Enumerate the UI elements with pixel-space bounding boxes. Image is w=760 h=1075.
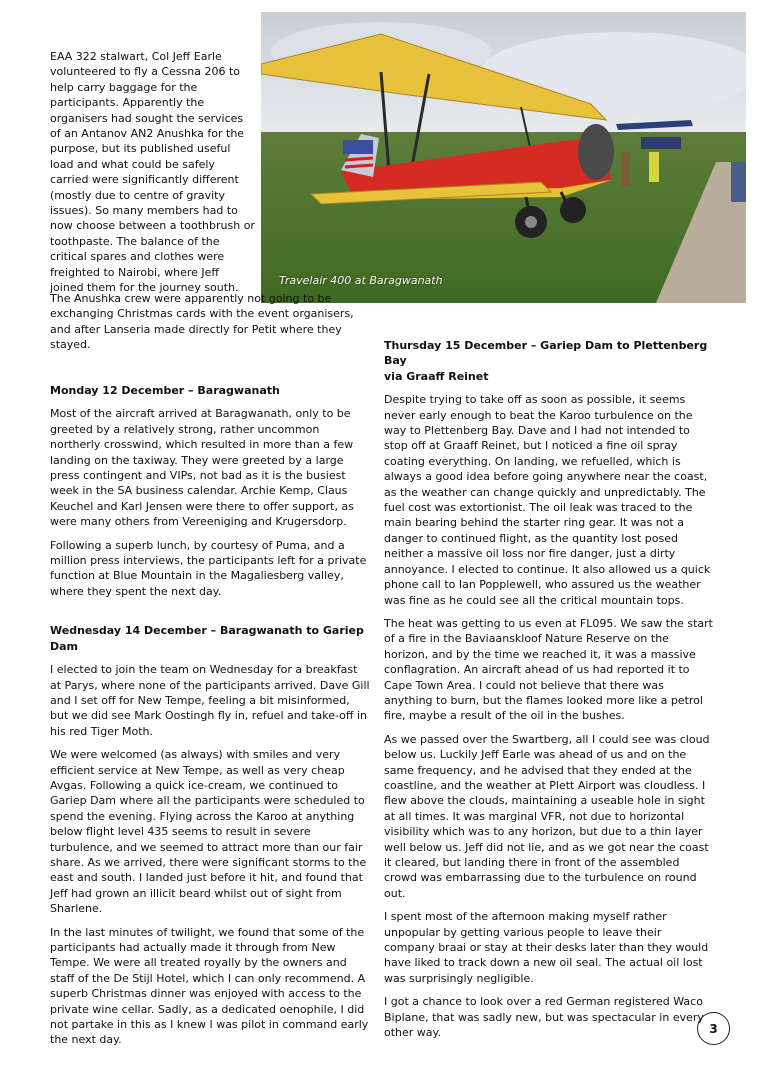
paragraph: In the last minutes of twilight, we found that some of the participants had actually made it through from New Tempe. We were all treated royally by the owners and staff of the De Stijl Hotel, which I can only recommend. A superb Christmas dinner was enjoyed with access to the private wine cellar. Sadly, as a dedicated oenophile, I did not partake in this as I knew I was pilot in command early the next day. — [50, 925, 369, 1047]
paragraph: Most of the aircraft arrived at Baragwanath, only to be greeted by a relatively strong, rather uncommon northerly crosswind, which resulted in more than a few landing on the taxiway. They were greeted by a large press contingent and VIPs, not bad as it is the busiest week in the SA business calendar. Archie Kemp, Claus Keuchel and Karl Jensen were there to offer support, as were many others from Vereeniging and Krugersdorp. — [50, 407, 354, 529]
travelair-photo — [261, 12, 746, 303]
left-column — [50, 383, 370, 1056]
paragraph: I spent most of the afternoon making myself rather unpopular by getting various people to leave their company braai or stay at their desks later than they would have liked to track down a new oil seal. The actual oil lost was surprisingly negligible. — [384, 910, 709, 985]
heading-line-1: Thursday 15 December – Gariep Dam to Plettenberg Bay — [384, 339, 708, 368]
intro-paragraph — [50, 49, 255, 296]
anushka-paragraph — [50, 291, 370, 353]
paragraph: I elected to join the team on Wednesday for a breakfast at Parys, where none of the participants arrived. Dave Gill and I set off for New Tempe, feeling a bit misinformed, but we did see Mark Oostingh fly in, refuel and take-off in his red Tiger Moth. — [50, 663, 370, 738]
heading-line-2: via Graaff Reinet — [384, 369, 489, 383]
paragraph: As we passed over the Swartberg, all I could see was cloud below us. Luckily Jeff Earle was ahead of us and on the same frequency, and he advised that they ended at the coastline, and the weather at Plett Airport was cloudless. I flew above the clouds, maintaining a useable hole in sight at all times. It was marginal VFR, not due to horizontal visibility which was to any horizon, but due to a thin layer well below us. Jeff did not lie, and as we got near the coast it cleared, but landing there in front of the assembled crowd was embarrassing due to the turbulence on round out. — [384, 732, 710, 900]
paragraph: Despite trying to take off as soon as possible, it seems never early enough to beat the Karoo turbulence on the way to Plettenberg Bay. Dave and I had not intended to stop off at Graaff Reinet, but I noticed a fine oil spray coating everything. On landing, we refuelled, which is always a good idea before going anywhere near the coast, as the weather can change quickly and unpredictably. The fuel cost was extortionist. The oil leak was traced to the main bearing behind the starter ring gear. It was not a danger to continued flight, as the quantity lost posed neither a massive oil loss nor fire danger, just a dirty annoyance. I elected to continue. It also allowed us a quick phone call to Ian Popplewell, who assured us the weather was fine as he could see all the critical mountain tops. — [384, 393, 711, 607]
paragraph: I got a chance to look over a red German registered Waco Biplane, that was sadly new, but was spectacular in every other way. — [384, 995, 704, 1040]
paragraph: We were welcomed (as always) with smiles and very efficient service at New Tempe, as well as very cheap Avgas. Following a quick ice-cream, we continued to Gariep Dam where all the participants were scheduled to spend the evening. Flying across the Karoo at anything below flight level 435 seems to result in severe turbulence, and we seemed to attract more than our fair share. As we arrived, there were significant storms to the east and south. I landed just before it hit, and found that Jeff had grown an illicit beard whilst out of sight from Sharlene. — [50, 748, 367, 916]
biplane-illustration — [261, 12, 746, 303]
right-column — [384, 338, 714, 1048]
page-number: 3 — [697, 1012, 730, 1045]
section-heading-thursday — [384, 338, 714, 384]
section-heading-monday: Monday 12 December – Baragwanath — [50, 384, 280, 397]
anushka-text: The Anushka crew were apparently not going to be exchanging Christmas cards with the event organisers, and after Lanseria made directly for Petit where they stayed. — [50, 292, 354, 352]
paragraph: The heat was getting to us even at FL095. We saw the start of a fire in the Baviaanskloof Nature Reserve on the horizon, and by the time we reached it, it was a massive conflagration. An aircraft ahead of us had reported it to Cape Town Area. I could not believe that there was anything to burn, but the flames looked more like a petrol fire, maybe a result of the oil in the bushes. — [384, 616, 713, 723]
section-heading-wednesday: Wednesday 14 December – Baragwanath to Gariep Dam — [50, 624, 364, 653]
paragraph: Following a superb lunch, by courtesy of Puma, and a million press interviews, the participants left for a private function at Blue Mountain in the Magaliesberg valley, where they spent the next day. — [50, 538, 367, 598]
photo-caption: Travelair 400 at Baragwanath — [279, 274, 443, 287]
intro-text: EAA 322 stalwart, Col Jeff Earle volunteered to fly a Cessna 206 to help carry baggage for the participants. Apparently the organisers had sought the services of an Antanov AN2 Anushka for the purpose, but its published useful load and what could be safely carried were significantly different (mostly due to centre of gravity issues). So many members had to now choose between a toothbrush or toothpaste. The balance of the critical spares and clothes were freighted to Nairobi, where Jeff joined them for the journey south. — [50, 50, 255, 295]
